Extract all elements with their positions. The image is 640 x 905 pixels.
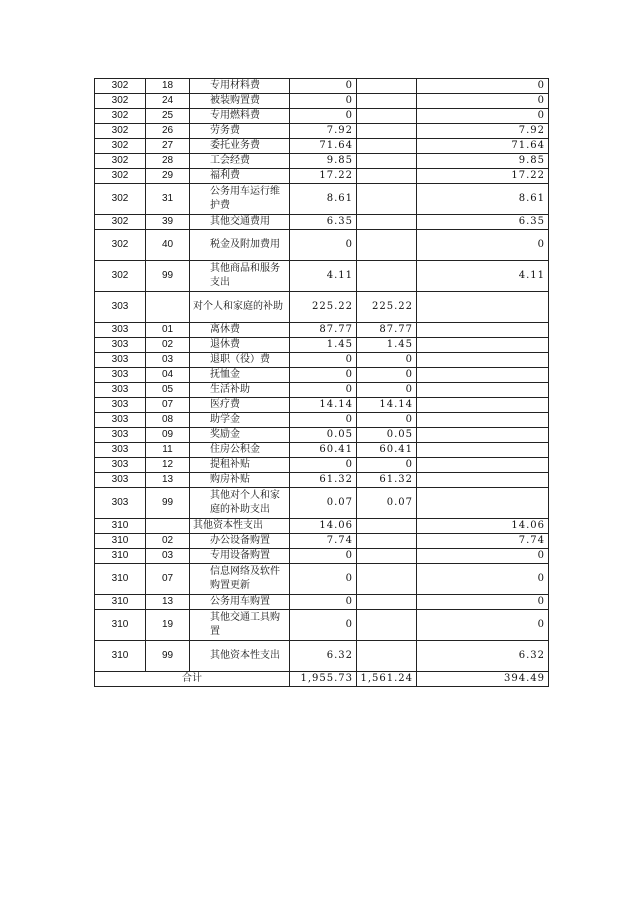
item-code-cell: 99 [146, 488, 190, 519]
project-amount-cell: 9.85 [417, 154, 549, 169]
basic-amount-cell [357, 169, 417, 184]
class-code-cell: 302 [95, 94, 146, 109]
basic-amount-cell [357, 94, 417, 109]
table-row [95, 94, 549, 109]
table-row [95, 215, 549, 230]
class-code-cell: 310 [95, 641, 146, 672]
class-code-cell: 303 [95, 353, 146, 368]
total-row [95, 672, 549, 687]
total-amount-cell: 7.74 [290, 534, 357, 549]
item-code-cell: 99 [146, 641, 190, 672]
project-amount-cell [417, 383, 549, 398]
item-code-cell: 29 [146, 169, 190, 184]
item-name-cell: 被装购置费 [190, 94, 290, 109]
item-code-cell: 27 [146, 139, 190, 154]
basic-amount-cell: 61.32 [357, 473, 417, 488]
item-code-cell [146, 292, 190, 323]
basic-amount-cell [357, 519, 417, 534]
item-name-cell: 专用材料费 [190, 79, 290, 94]
total-amount-cell: 0 [290, 413, 357, 428]
total-amount-cell: 7.92 [290, 124, 357, 139]
project-amount-cell: 0 [417, 94, 549, 109]
table-row [95, 169, 549, 184]
total-amount-cell: 0 [290, 353, 357, 368]
total-amount-cell: 17.22 [290, 169, 357, 184]
basic-amount-cell: 0 [357, 368, 417, 383]
class-code-cell: 302 [95, 124, 146, 139]
total-amount-cell: 0 [290, 564, 357, 595]
item-name-cell: 助学金 [190, 413, 290, 428]
project-amount-cell: 6.35 [417, 215, 549, 230]
total-amount-cell: 87.77 [290, 323, 357, 338]
item-code-cell: 25 [146, 109, 190, 124]
basic-amount-cell: 0.05 [357, 428, 417, 443]
table-row [95, 353, 549, 368]
item-name-cell: 其他资本性支出 [190, 641, 290, 672]
table-row [95, 292, 549, 323]
table-row [95, 139, 549, 154]
class-code-cell: 310 [95, 519, 146, 534]
basic-amount-cell [357, 534, 417, 549]
basic-amount-cell [357, 215, 417, 230]
project-amount-cell: 7.74 [417, 534, 549, 549]
table-row [95, 79, 549, 94]
basic-amount-cell [357, 139, 417, 154]
item-code-cell: 03 [146, 549, 190, 564]
total-amount-cell: 71.64 [290, 139, 357, 154]
project-amount-cell [417, 292, 549, 323]
item-code-cell: 13 [146, 595, 190, 610]
basic-amount-cell [357, 261, 417, 292]
total-project-amount: 394.49 [417, 672, 549, 687]
item-code-cell: 28 [146, 154, 190, 169]
total-amount-cell: 0 [290, 109, 357, 124]
total-amount-cell: 8.61 [290, 184, 357, 215]
project-amount-cell: 6.32 [417, 641, 549, 672]
basic-amount-cell: 0 [357, 458, 417, 473]
basic-amount-cell [357, 79, 417, 94]
item-name-cell: 公务用车购置 [190, 595, 290, 610]
total-amount-cell: 61.32 [290, 473, 357, 488]
basic-amount-cell: 0 [357, 383, 417, 398]
basic-amount-cell [357, 549, 417, 564]
expenditure-table-body [95, 79, 549, 672]
class-code-cell: 310 [95, 534, 146, 549]
item-code-cell: 39 [146, 215, 190, 230]
total-amount-cell: 60.41 [290, 443, 357, 458]
project-amount-cell: 14.06 [417, 519, 549, 534]
total-amount-cell: 4.11 [290, 261, 357, 292]
item-code-cell: 07 [146, 564, 190, 595]
table-row [95, 443, 549, 458]
basic-amount-cell: 225.22 [357, 292, 417, 323]
total-amount-cell: 0 [290, 94, 357, 109]
item-code-cell: 40 [146, 230, 190, 261]
class-code-cell: 302 [95, 154, 146, 169]
item-name-cell: 退休费 [190, 338, 290, 353]
total-label: 合计 [95, 672, 290, 687]
project-amount-cell: 17.22 [417, 169, 549, 184]
item-name-cell: 工会经费 [190, 154, 290, 169]
table-row [95, 641, 549, 672]
project-amount-cell [417, 368, 549, 383]
project-amount-cell [417, 398, 549, 413]
item-name-cell: 退职（役）费 [190, 353, 290, 368]
item-name-cell: 购房补贴 [190, 473, 290, 488]
basic-amount-cell: 1.45 [357, 338, 417, 353]
table-row [95, 488, 549, 519]
total-amount-cell: 0 [290, 230, 357, 261]
basic-amount-cell [357, 124, 417, 139]
item-code-cell: 09 [146, 428, 190, 443]
item-code-cell: 18 [146, 79, 190, 94]
project-amount-cell: 0 [417, 564, 549, 595]
total-amount-cell: 0.05 [290, 428, 357, 443]
basic-amount-cell: 0 [357, 413, 417, 428]
total-amount-cell: 225.22 [290, 292, 357, 323]
item-code-cell: 01 [146, 323, 190, 338]
class-code-cell: 303 [95, 413, 146, 428]
table-row [95, 534, 549, 549]
total-amount-cell: 6.32 [290, 641, 357, 672]
basic-amount-cell: 87.77 [357, 323, 417, 338]
item-name-cell: 其他对个人和家庭的补助支出 [190, 488, 290, 519]
total-amount: 1,955.73 [290, 672, 357, 687]
expenditure-table [94, 78, 549, 687]
item-name-cell: 离休费 [190, 323, 290, 338]
class-code-cell: 302 [95, 79, 146, 94]
project-amount-cell [417, 458, 549, 473]
table-row [95, 230, 549, 261]
table-row [95, 549, 549, 564]
total-amount-cell: 0 [290, 79, 357, 94]
table-row [95, 184, 549, 215]
total-amount-cell: 0 [290, 458, 357, 473]
project-amount-cell: 0 [417, 549, 549, 564]
item-name-cell: 其他商品和服务支出 [190, 261, 290, 292]
table-row [95, 610, 549, 641]
class-code-cell: 303 [95, 458, 146, 473]
total-amount-cell: 0 [290, 549, 357, 564]
item-code-cell: 02 [146, 338, 190, 353]
table-row [95, 398, 549, 413]
class-code-cell: 303 [95, 323, 146, 338]
total-amount-cell: 14.14 [290, 398, 357, 413]
basic-amount-cell [357, 109, 417, 124]
project-amount-cell: 0 [417, 109, 549, 124]
class-code-cell: 303 [95, 398, 146, 413]
basic-amount-cell: 0.07 [357, 488, 417, 519]
item-code-cell: 04 [146, 368, 190, 383]
basic-amount-cell: 0 [357, 353, 417, 368]
item-code-cell: 02 [146, 534, 190, 549]
project-amount-cell [417, 428, 549, 443]
basic-amount-cell [357, 595, 417, 610]
project-amount-cell [417, 443, 549, 458]
table-row [95, 124, 549, 139]
item-name-cell: 对个人和家庭的补助 [190, 292, 290, 323]
class-code-cell: 303 [95, 338, 146, 353]
item-code-cell: 13 [146, 473, 190, 488]
class-code-cell: 303 [95, 428, 146, 443]
item-code-cell: 24 [146, 94, 190, 109]
item-name-cell: 办公设备购置 [190, 534, 290, 549]
table-row [95, 458, 549, 473]
basic-amount-cell [357, 564, 417, 595]
item-code-cell: 99 [146, 261, 190, 292]
project-amount-cell [417, 353, 549, 368]
project-amount-cell [417, 413, 549, 428]
class-code-cell: 310 [95, 610, 146, 641]
item-name-cell: 信息网络及软件购置更新 [190, 564, 290, 595]
class-code-cell: 302 [95, 109, 146, 124]
table-row [95, 261, 549, 292]
item-name-cell: 其他资本性支出 [190, 519, 290, 534]
item-code-cell: 05 [146, 383, 190, 398]
item-name-cell: 其他交通工具购置 [190, 610, 290, 641]
class-code-cell: 310 [95, 549, 146, 564]
class-code-cell: 303 [95, 368, 146, 383]
item-name-cell: 奖励金 [190, 428, 290, 443]
class-code-cell: 302 [95, 169, 146, 184]
item-name-cell: 税金及附加费用 [190, 230, 290, 261]
item-code-cell: 19 [146, 610, 190, 641]
table-row [95, 564, 549, 595]
item-name-cell: 其他交通费用 [190, 215, 290, 230]
class-code-cell: 302 [95, 261, 146, 292]
basic-amount-cell [357, 610, 417, 641]
class-code-cell: 303 [95, 443, 146, 458]
item-code-cell: 12 [146, 458, 190, 473]
basic-amount-cell: 60.41 [357, 443, 417, 458]
total-basic-amount: 1,561.24 [357, 672, 417, 687]
project-amount-cell [417, 473, 549, 488]
table-row [95, 595, 549, 610]
item-code-cell: 03 [146, 353, 190, 368]
table-row [95, 109, 549, 124]
table-row [95, 368, 549, 383]
basic-amount-cell: 14.14 [357, 398, 417, 413]
total-amount-cell: 6.35 [290, 215, 357, 230]
item-name-cell: 专用设备购置 [190, 549, 290, 564]
project-amount-cell: 0 [417, 79, 549, 94]
total-amount-cell: 1.45 [290, 338, 357, 353]
item-name-cell: 委托业务费 [190, 139, 290, 154]
table-row [95, 323, 549, 338]
basic-amount-cell [357, 154, 417, 169]
class-code-cell: 302 [95, 215, 146, 230]
class-code-cell: 302 [95, 184, 146, 215]
item-code-cell: 08 [146, 413, 190, 428]
project-amount-cell: 7.92 [417, 124, 549, 139]
project-amount-cell [417, 323, 549, 338]
class-code-cell: 303 [95, 488, 146, 519]
item-code-cell [146, 519, 190, 534]
project-amount-cell: 8.61 [417, 184, 549, 215]
table-row [95, 519, 549, 534]
item-name-cell: 生活补助 [190, 383, 290, 398]
item-code-cell: 07 [146, 398, 190, 413]
table-row [95, 338, 549, 353]
table-row [95, 154, 549, 169]
table-row [95, 383, 549, 398]
basic-amount-cell [357, 641, 417, 672]
item-name-cell: 医疗费 [190, 398, 290, 413]
project-amount-cell: 0 [417, 230, 549, 261]
class-code-cell: 310 [95, 564, 146, 595]
class-code-cell: 303 [95, 473, 146, 488]
project-amount-cell [417, 488, 549, 519]
item-code-cell: 31 [146, 184, 190, 215]
item-name-cell: 专用燃料费 [190, 109, 290, 124]
class-code-cell: 302 [95, 139, 146, 154]
class-code-cell: 303 [95, 292, 146, 323]
project-amount-cell: 0 [417, 595, 549, 610]
class-code-cell: 302 [95, 230, 146, 261]
class-code-cell: 310 [95, 595, 146, 610]
total-amount-cell: 0 [290, 595, 357, 610]
basic-amount-cell [357, 230, 417, 261]
total-amount-cell: 14.06 [290, 519, 357, 534]
item-name-cell: 住房公积金 [190, 443, 290, 458]
total-amount-cell: 9.85 [290, 154, 357, 169]
item-name-cell: 抚恤金 [190, 368, 290, 383]
project-amount-cell: 0 [417, 610, 549, 641]
total-amount-cell: 0 [290, 383, 357, 398]
total-amount-cell: 0 [290, 368, 357, 383]
table-row [95, 413, 549, 428]
total-amount-cell: 0.07 [290, 488, 357, 519]
total-amount-cell: 0 [290, 610, 357, 641]
item-code-cell: 11 [146, 443, 190, 458]
project-amount-cell: 71.64 [417, 139, 549, 154]
item-name-cell: 提租补贴 [190, 458, 290, 473]
project-amount-cell: 4.11 [417, 261, 549, 292]
item-name-cell: 劳务费 [190, 124, 290, 139]
item-name-cell: 福利费 [190, 169, 290, 184]
table-row [95, 428, 549, 443]
table-row [95, 473, 549, 488]
basic-amount-cell [357, 184, 417, 215]
class-code-cell: 303 [95, 383, 146, 398]
project-amount-cell [417, 338, 549, 353]
item-code-cell: 26 [146, 124, 190, 139]
item-name-cell: 公务用车运行维护费 [190, 184, 290, 215]
